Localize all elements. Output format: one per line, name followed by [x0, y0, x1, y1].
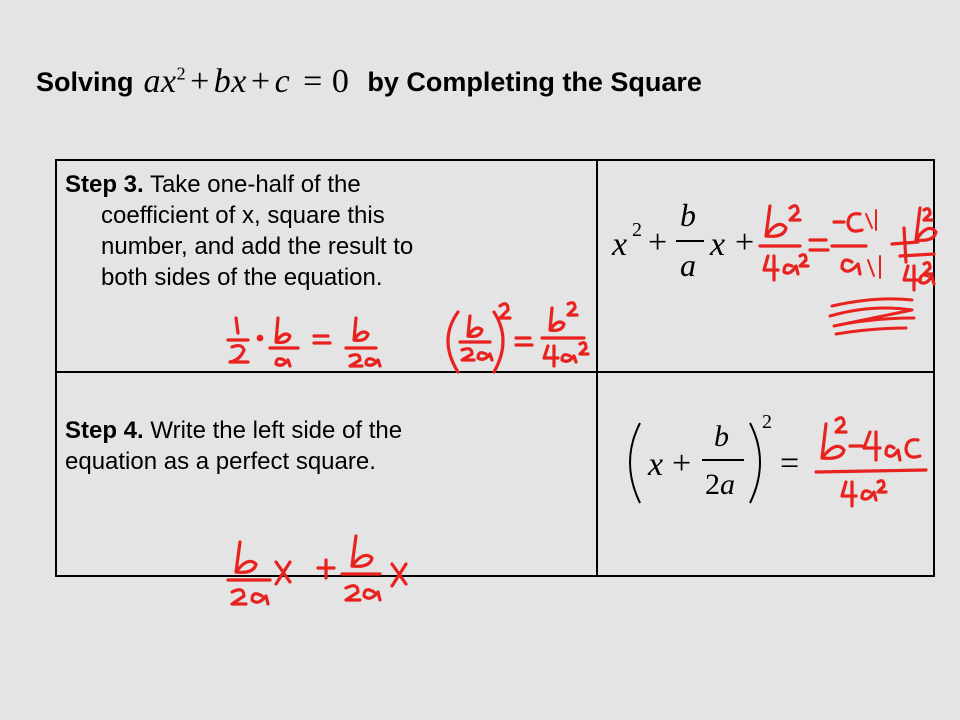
- step-3-line-4: both sides of the equation.: [101, 264, 383, 291]
- svg-text:b: b: [714, 420, 729, 453]
- annotation-half-coefficient: [228, 318, 380, 366]
- title-suffix: by Completing the Square: [367, 66, 702, 97]
- title-equation: $ax^2$ + bx + c = 0: [143, 63, 350, 100]
- svg-text:+: +: [672, 445, 692, 482]
- annotation-add-both-sides: [760, 206, 936, 334]
- svg-text:x: x: [710, 226, 726, 263]
- step-3-line-3: number, and add the result to: [101, 233, 414, 260]
- svg-text:b: b: [680, 197, 696, 233]
- annotation-squared: [448, 303, 588, 372]
- annotation-middle-terms: [228, 536, 406, 604]
- svg-text:+: +: [648, 224, 668, 261]
- step-4-line-2: equation as a perfect square.: [65, 448, 376, 475]
- svg-text:2: 2: [632, 219, 642, 241]
- step-3-label: Step 3.: [65, 171, 144, 198]
- svg-text:a: a: [680, 247, 696, 283]
- svg-text:x: x: [612, 226, 628, 263]
- annotation-step-4-rhs: [816, 418, 926, 506]
- svg-text:2a: 2a: [705, 468, 735, 501]
- svg-text:+: +: [735, 224, 755, 261]
- svg-text:x: x: [648, 446, 664, 483]
- step-3-line-1: Take one-half of the: [149, 171, 361, 198]
- step-4-line-1: Write the left side of the: [150, 417, 403, 444]
- step-3-line-2: coefficient of x, square this: [101, 202, 385, 229]
- svg-text:2: 2: [762, 411, 772, 433]
- step-4-label: Step 4.: [65, 417, 144, 444]
- svg-text:=: =: [780, 445, 800, 482]
- title-prefix: Solving: [36, 66, 134, 97]
